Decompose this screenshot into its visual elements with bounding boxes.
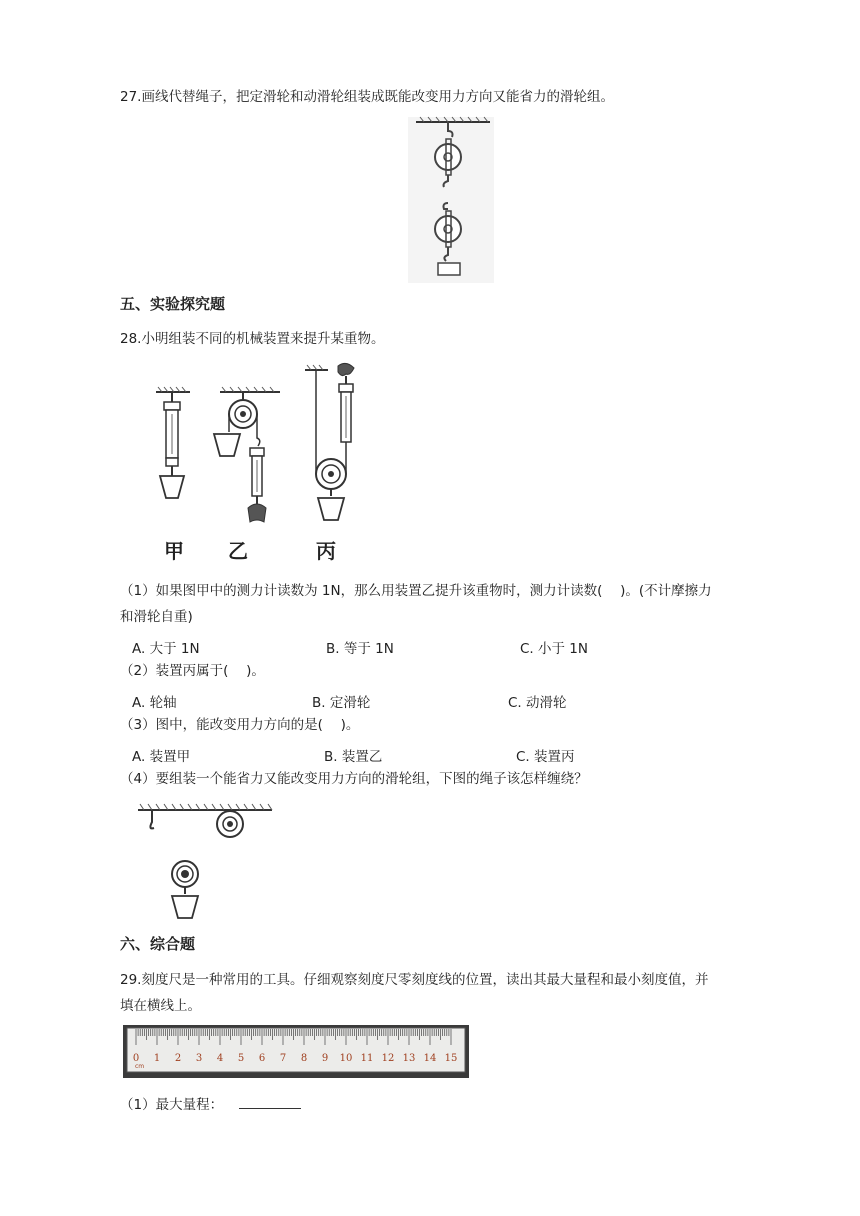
ruler-number: 3 — [195, 1053, 203, 1064]
max-range-label: （1）最大量程： — [120, 1097, 224, 1113]
option-1a[interactable]: A. 大于 1N — [132, 641, 200, 657]
ruler-number: 11 — [360, 1053, 374, 1064]
ruler-number: 4 — [216, 1053, 224, 1064]
ruler-number: 5 — [237, 1053, 245, 1064]
sub-question-4: （4）要组装一个能省力又能改变用力方向的滑轮组，下图的绳子该怎样缠绕？ — [120, 771, 588, 787]
ruler-number: 13 — [402, 1053, 416, 1064]
option-3b[interactable]: B. 装置乙 — [324, 749, 383, 765]
sub-question-2: （2）装置丙属于( )。 — [120, 663, 265, 679]
ruler-number: 10 — [339, 1053, 353, 1064]
ruler-number: 6 — [258, 1053, 266, 1064]
devices-figure — [150, 362, 390, 567]
ruler-unit-label: cm — [135, 1063, 145, 1070]
option-2c[interactable]: C. 动滑轮 — [508, 695, 567, 711]
device-label-bing: 丙 — [316, 539, 336, 563]
question-28-text: 28.小明组装不同的机械装置来提升某重物。 — [120, 331, 385, 347]
question-27-text: 27.画线代替绳子，把定滑轮和动滑轮组装成既能改变用力方向又能省力的滑轮组。 — [120, 89, 614, 105]
option-2a[interactable]: A. 轮轴 — [132, 695, 177, 711]
device-label-yi: 乙 — [228, 539, 248, 563]
sub-question-1-line1: （1）如果图甲中的测力计读数为 1N，那么用装置乙提升该重物时，测力计读数( )。(不计摩擦力 — [120, 583, 712, 599]
ruler-number: 14 — [423, 1053, 437, 1064]
section-6-title: 六、综合题 — [120, 935, 196, 953]
device-yi — [214, 387, 280, 522]
ruler-number: 9 — [321, 1053, 329, 1064]
question-29-line2: 填在横线上。 — [120, 998, 201, 1014]
device-jia — [156, 387, 190, 498]
question-29-line1: 29.刻度尺是一种常用的工具。仔细观察刻度尺零刻度线的位置，读出其最大量程和最小刻度值，并 — [120, 972, 709, 988]
section-5-title: 五、实验探究题 — [120, 295, 226, 313]
option-1b[interactable]: B. 等于 1N — [326, 641, 394, 657]
ruler-number: 8 — [300, 1053, 308, 1064]
ruler-figure — [123, 1025, 469, 1078]
sub-question-1-line2: 和滑轮自重) — [120, 609, 193, 625]
option-1c[interactable]: C. 小于 1N — [520, 641, 588, 657]
max-range-answer-blank[interactable] — [239, 1094, 301, 1109]
sub-question-3: （3）图中，能改变用力方向的是( )。 — [120, 717, 360, 733]
ruler-number: 7 — [279, 1053, 287, 1064]
option-3c[interactable]: C. 装置丙 — [516, 749, 575, 765]
sub-question-29-1 — [120, 1094, 301, 1116]
pulley-assembly-figure — [408, 117, 494, 283]
pulley-rope-figure — [138, 800, 278, 925]
device-bing — [305, 363, 354, 520]
option-2b[interactable]: B. 定滑轮 — [312, 695, 371, 711]
ruler-number: 12 — [381, 1053, 395, 1064]
ruler-number: 1 — [153, 1053, 161, 1064]
option-3a[interactable]: A. 装置甲 — [132, 749, 191, 765]
ruler-number: 15 — [444, 1053, 458, 1064]
ruler-number: 0 — [132, 1053, 140, 1064]
device-label-jia: 甲 — [164, 539, 184, 563]
ruler-number: 2 — [174, 1053, 182, 1064]
